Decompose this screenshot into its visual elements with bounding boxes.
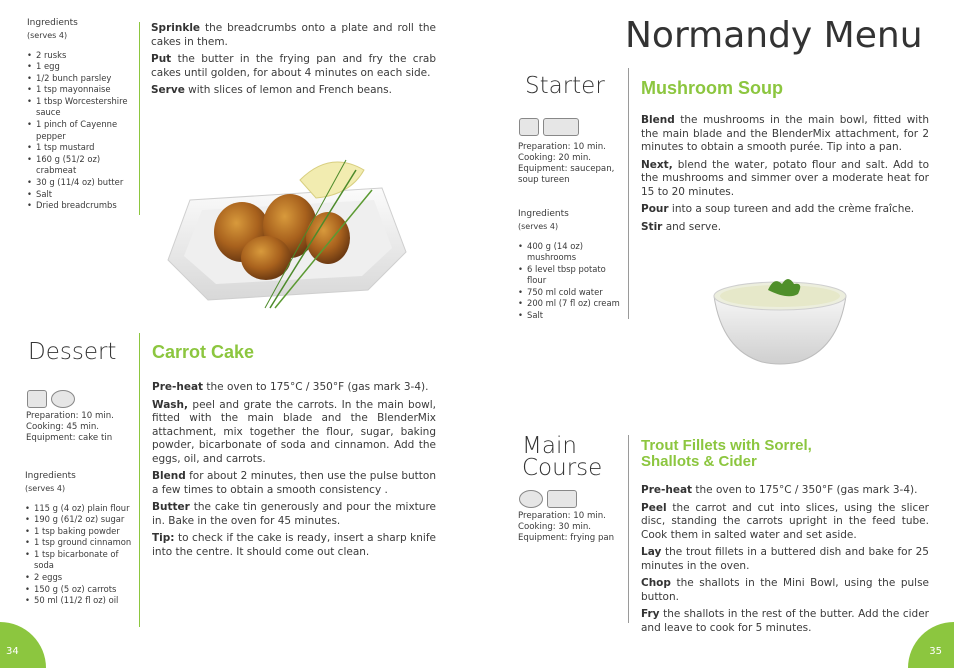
- slicer-disc-icon: [519, 490, 543, 508]
- main-instructions: [641, 484, 929, 639]
- mini-bowl-icon: [547, 490, 577, 508]
- step-verb: Serve: [151, 84, 185, 96]
- mushroom-soup-photo: [710, 270, 850, 368]
- divider: [139, 22, 140, 215]
- divider: [628, 68, 629, 319]
- ingredient-item: • 160 g (51/2 oz) crabmeat: [27, 154, 139, 177]
- instruction-step: Blend for about 2 minutes, then use the pulse button a few times to obtain a smooth consistency .: [152, 470, 436, 496]
- appliance-icons: [519, 490, 577, 508]
- ingredient-item: • 30 g (11/4 oz) butter: [27, 177, 139, 189]
- instruction-step: Stir and serve.: [641, 220, 722, 233]
- step-verb: Pour: [641, 203, 669, 215]
- ingredient-item: • 1 tsp baking powder: [25, 526, 137, 538]
- ingredient-item: • 1 tsp mayonnaise: [27, 84, 139, 96]
- serves-label: (serves 4): [518, 221, 559, 231]
- instruction-step: Peel the carrot and cut into slices, using the slicer disc, standing the carrots upright in the feed tube. Cook them in salted water and set aside.: [641, 501, 929, 541]
- ingredient-list: [518, 241, 626, 322]
- section-title-line1: Main: [522, 433, 577, 459]
- instruction-step: Sprinkle the breadcrumbs onto a plate and roll the cakes in them.: [151, 22, 436, 48]
- appliance-icons: [519, 118, 579, 136]
- food-processor-icon: [519, 118, 539, 136]
- step-verb: Fry: [641, 608, 660, 620]
- cake-tin-icon: [51, 390, 75, 408]
- ingredient-item: • 1 pinch of Cayenne pepper: [27, 119, 139, 142]
- ingredient-item: • 1 tbsp Worcestershire sauce: [27, 96, 139, 119]
- prep-time: Preparation: 10 min.: [26, 411, 114, 421]
- cook-time: Cooking: 30 min.: [518, 522, 592, 532]
- cook-time: Cooking: 45 min.: [26, 422, 100, 432]
- crab-instructions: [151, 22, 436, 102]
- instruction-step: Fry the shallots in the rest of the butter. Add the cider and leave to cook for 5 minutes.: [641, 608, 929, 634]
- ingredient-item: • 1 tsp bicarbonate of soda: [25, 549, 137, 572]
- ingredient-item: • 750 ml cold water: [518, 287, 626, 299]
- page-number: 34: [6, 646, 19, 657]
- ingredient-item: • 115 g (4 oz) plain flour: [25, 503, 137, 515]
- step-verb: Sprinkle: [151, 22, 201, 34]
- ingredient-item: • Salt: [27, 189, 139, 201]
- ingredient-item: • 6 level tbsp potato flour: [518, 264, 626, 287]
- step-verb: Stir: [641, 220, 663, 233]
- saucepan-icon: [543, 118, 579, 136]
- equipment: Equipment: frying pan: [518, 533, 615, 543]
- step-verb: Next,: [641, 158, 673, 171]
- ingredient-item: • Dried breadcrumbs: [27, 200, 139, 212]
- dessert-instructions: [152, 381, 436, 563]
- ingredient-list: [25, 503, 137, 607]
- crab-cakes-photo: [150, 140, 422, 310]
- equipment: Equipment: saucepan,: [518, 164, 615, 174]
- step-verb: Put: [151, 53, 172, 65]
- serves-label: (serves 4): [25, 483, 66, 493]
- ingredient-item: • 50 ml (11/2 fl oz) oil: [25, 595, 137, 607]
- section-title-line2: Course: [522, 455, 603, 481]
- recipe-title-line1: Trout Fillets with Sorrel,: [641, 437, 812, 454]
- ingredient-item: • 400 g (14 oz) mushrooms: [518, 241, 626, 264]
- step-verb: Pre-heat: [641, 484, 693, 496]
- ingredients-label: Ingredients: [27, 18, 78, 28]
- ingredients-label: Ingredients: [518, 209, 569, 219]
- prep-time: Preparation: 10 min.: [518, 511, 606, 521]
- instruction-step: Blend the mushrooms in the main bowl, fitted with the main blade and the BlenderMix attachment, for 2 minutes to obtain a smooth purée. Tip into a pan.: [641, 114, 929, 153]
- recipe-title-mushroom-soup: Mushroom Soup: [641, 78, 783, 98]
- instruction-step: Wash, peel and grate the carrots. In the main bowl, fitted with the main blade and the BlenderMix attachment, mix together the flour, sugar, baking powder, bicarbonate of soda and cinnamon. Add the eggs, oil, and carrots.: [152, 398, 436, 465]
- step-verb: Peel: [641, 501, 667, 514]
- step-verb: Chop: [641, 577, 671, 589]
- ingredient-item: • 2 eggs: [25, 572, 137, 584]
- dessert-ingredients-block: [25, 471, 137, 607]
- instruction-step: Lay the trout fillets in a buttered dish and bake for 25 minutes in the oven.: [641, 546, 929, 572]
- starter-info: [518, 142, 626, 186]
- page-title: Normandy Menu: [625, 15, 923, 56]
- instruction-step: Serve with slices of lemon and French beans.: [151, 84, 392, 96]
- equipment-cont: soup tureen: [518, 175, 570, 185]
- instruction-step: Tip: to check if the cake is ready, insert a sharp knife into the centre. It should come out clean.: [152, 532, 436, 558]
- section-title-starter: Starter: [525, 73, 605, 99]
- ingredients-label: Ingredients: [25, 471, 76, 481]
- instruction-step: Pour into a soup tureen and add the crème fraîche.: [641, 203, 915, 215]
- instruction-step: Butter the cake tin generously and pour the mixture in. Bake in the oven for 45 minutes.: [152, 501, 436, 527]
- ingredient-item: • 1 egg: [27, 61, 139, 73]
- crab-ingredients-block: [27, 18, 139, 212]
- step-verb: Wash,: [152, 398, 189, 411]
- ingredient-item: • 2 rusks: [27, 50, 139, 62]
- step-verb: Lay: [641, 546, 662, 558]
- serves-label: (serves 4): [27, 30, 68, 40]
- starter-instructions: [641, 114, 929, 238]
- instruction-step: Put the butter in the frying pan and fry the crab cakes until golden, for about 4 minutes on each side.: [151, 53, 436, 79]
- main-info: [518, 511, 626, 544]
- food-processor-icon: [27, 390, 47, 408]
- starter-ingredients-block: [518, 209, 626, 322]
- dessert-info: [26, 411, 136, 444]
- cook-time: Cooking: 20 min.: [518, 153, 592, 163]
- page-number-left: [0, 622, 46, 668]
- instruction-step: Next, blend the water, potato flour and salt. Add to the mushrooms and simmer over a moderate heat for 15 to 20 minutes.: [641, 158, 929, 198]
- appliance-icons: [27, 390, 75, 408]
- ingredient-item: • 1 tsp mustard: [27, 142, 139, 154]
- page-number: 35: [929, 646, 942, 657]
- instruction-step: Chop the shallots in the Mini Bowl, using the pulse button.: [641, 577, 929, 603]
- ingredient-item: • 1/2 bunch parsley: [27, 73, 139, 85]
- recipe-title-line2: Shallots & Cider: [641, 453, 757, 470]
- equipment: Equipment: cake tin: [26, 433, 113, 443]
- step-verb: Butter: [152, 501, 190, 513]
- ingredient-item: • Salt: [518, 310, 626, 322]
- ingredient-item: • 190 g (61/2 oz) sugar: [25, 514, 137, 526]
- divider: [628, 435, 629, 623]
- instruction-step: Pre-heat the oven to 175°C / 350°F (gas mark 3-4).: [152, 381, 429, 393]
- step-verb: Pre-heat: [152, 381, 204, 393]
- ingredient-item: • 150 g (5 oz) carrots: [25, 584, 137, 596]
- divider: [139, 333, 140, 627]
- instruction-step: Pre-heat the oven to 175°C / 350°F (gas mark 3-4).: [641, 484, 918, 496]
- section-title-main-course: [522, 435, 602, 479]
- recipe-title-trout: [641, 438, 812, 470]
- step-verb: Blend: [641, 114, 675, 126]
- step-verb: Blend: [152, 470, 186, 482]
- section-title-dessert: Dessert: [28, 339, 117, 365]
- step-verb: Tip:: [152, 532, 175, 544]
- prep-time: Preparation: 10 min.: [518, 142, 606, 152]
- ingredient-item: • 200 ml (7 fl oz) cream: [518, 298, 626, 310]
- recipe-title-carrot-cake: Carrot Cake: [152, 342, 255, 362]
- ingredient-item: • 1 tsp ground cinnamon: [25, 537, 137, 549]
- ingredient-list: [27, 50, 139, 212]
